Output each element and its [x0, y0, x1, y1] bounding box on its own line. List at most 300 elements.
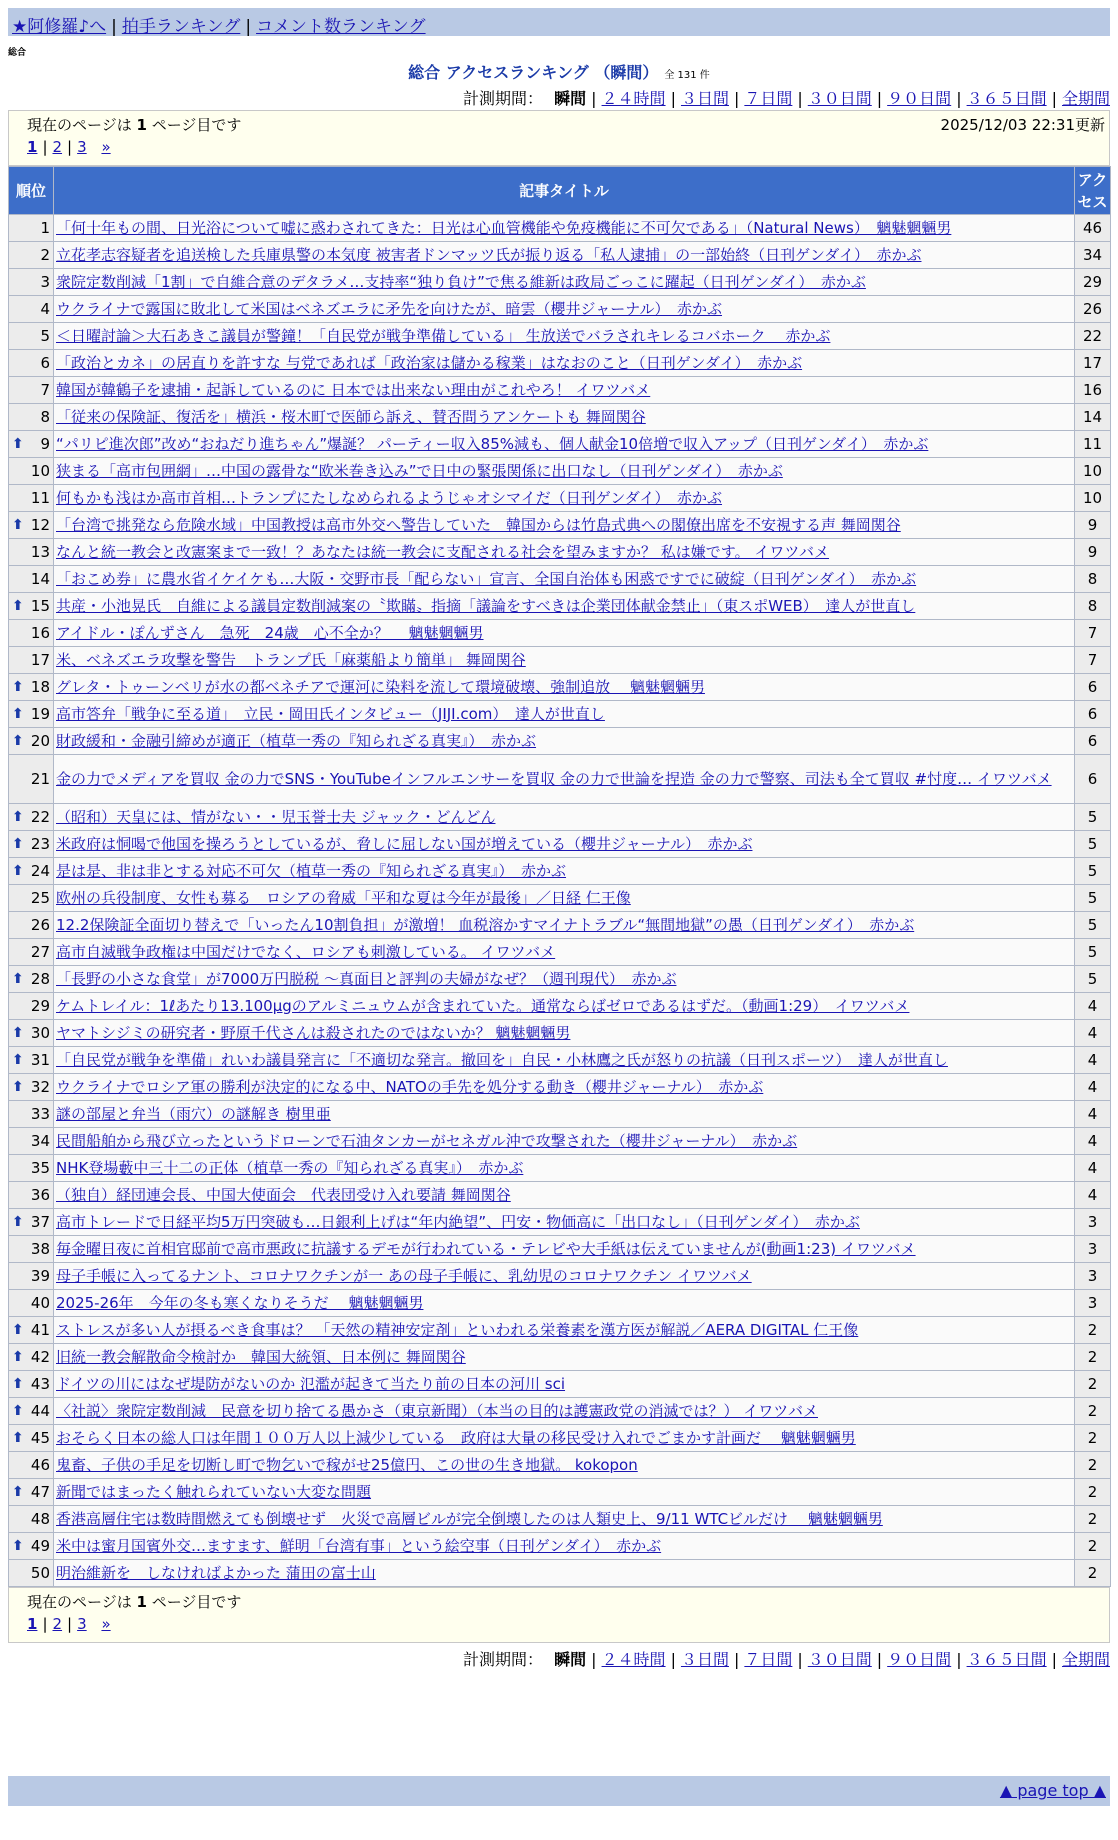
- rank-number: 10: [30, 461, 50, 480]
- rank-cell: [9, 593, 54, 620]
- access-count: 16: [1075, 377, 1111, 404]
- ranking-title-text: 総合 アクセスランキング （瞬間）: [408, 63, 659, 82]
- title-cell: [54, 1209, 1075, 1236]
- access-count: 5: [1075, 804, 1111, 831]
- up-arrow-icon: ⬆: [12, 1078, 24, 1095]
- access-count: 5: [1075, 939, 1111, 966]
- article-link[interactable]: 高市自滅戦争政権は中国だけでなく、ロシアも刺激している。 イワツバメ: [56, 942, 556, 961]
- table-row: [9, 1290, 1111, 1317]
- page-info-top: [8, 110, 1110, 166]
- rank-number: 50: [30, 1563, 50, 1582]
- article-link[interactable]: ストレスが多い人が摂るべき食事は？ 「天然の精神安定剤」といわれる栄養素を漢方医が解説／AERA DIGITAL 仁王像: [56, 1320, 859, 1339]
- rank-number: 45: [30, 1428, 50, 1447]
- rank-cell: [9, 912, 54, 939]
- category-label: 総合: [8, 48, 27, 58]
- table-row: [9, 242, 1111, 269]
- access-count: 8: [1075, 593, 1111, 620]
- access-count: 3: [1075, 1236, 1111, 1263]
- title-cell: [54, 1425, 1075, 1452]
- rank-cell: [9, 1452, 54, 1479]
- article-link[interactable]: ドイツの川にはなぜ堤防がないのか 氾濫が起きて当たり前の日本の河川 sci: [56, 1374, 566, 1393]
- access-count: 22: [1075, 323, 1111, 350]
- article-link[interactable]: 「何十年もの間、日光浴について嘘に惑わされてきた：日光は心血管機能や免疫機能に不可欠である」（Natural News） 魑魅魍魎男: [56, 218, 952, 237]
- access-count: 17: [1075, 350, 1111, 377]
- period-current: 瞬間: [554, 89, 587, 108]
- rank-number: 30: [30, 1023, 50, 1042]
- article-link[interactable]: 狭まる「高市包囲網」…中国の露骨な“欧米巻き込み”で日中の緊張関係に出口なし（日刊ゲンダイ） 赤かぶ: [56, 461, 783, 480]
- up-arrow-icon: ⬆: [12, 1321, 24, 1338]
- access-header: アクセス: [1075, 167, 1111, 215]
- current-page-text: 現在のページは 1 ページ目です: [27, 116, 242, 134]
- access-count: 2: [1075, 1344, 1111, 1371]
- separator: |: [245, 17, 252, 37]
- article-link[interactable]: 立花孝志容疑者を追送検した兵庫県警の本気度 被害者ドンマッツ氏が振り返る「私人逮捕」の一部始終（日刊ゲンダイ） 赤かぶ: [56, 245, 922, 264]
- rank-cell: [9, 566, 54, 593]
- article-link[interactable]: 新聞ではまったく触れられていない大変な問題: [56, 1482, 372, 1501]
- article-link[interactable]: 高市答弁「戦争に至る道」 立民・岡田氏インタビュー（JIJI.com） 達人が世直し: [56, 704, 605, 723]
- rank-cell: [9, 858, 54, 885]
- rank-cell: [9, 323, 54, 350]
- access-count: 4: [1075, 1074, 1111, 1101]
- rank-number: 41: [30, 1320, 50, 1339]
- period-link-all[interactable]: 全期間: [1061, 89, 1110, 108]
- title-cell: [54, 323, 1075, 350]
- up-arrow-icon: ⬆: [12, 435, 24, 452]
- access-count: 9: [1075, 512, 1111, 539]
- up-arrow-icon: ⬆: [12, 1375, 24, 1392]
- access-count: 5: [1075, 858, 1111, 885]
- article-link[interactable]: 米中は蜜月国賓外交…ますます、鮮明「台湾有事」という絵空事（日刊ゲンダイ） 赤かぶ: [56, 1536, 662, 1555]
- rank-number: 15: [30, 596, 50, 615]
- rank-cell: [9, 1344, 54, 1371]
- period-link-3d[interactable]: ３日間: [680, 1650, 729, 1669]
- table-row: [9, 728, 1111, 755]
- article-link[interactable]: 〈社説〉衆院定数削減 民意を切り捨てる愚かさ（東京新聞）（本当の目的は護憲政党の消滅では？） イワツバメ: [56, 1401, 818, 1420]
- title-cell: [54, 1074, 1075, 1101]
- article-link[interactable]: （昭和）天皇には、情がない・・児玉誉士夫 ジャック・どんどん: [56, 807, 496, 826]
- rank-number: 24: [30, 861, 50, 880]
- table-row: [9, 1236, 1111, 1263]
- table-row: [9, 1452, 1111, 1479]
- table-row: [9, 1047, 1111, 1074]
- table-row: [9, 755, 1111, 804]
- up-arrow-icon: ⬆: [12, 1024, 24, 1041]
- table-row: [9, 1101, 1111, 1128]
- rank-number: 11: [30, 488, 50, 507]
- title-cell: [54, 858, 1075, 885]
- access-count: 2: [1075, 1371, 1111, 1398]
- title-cell: [54, 912, 1075, 939]
- article-link[interactable]: “パリピ進次郎”改め“おねだり進ちゃん”爆誕？ パーティー収入85%減も、個人献金10倍増で収入アップ（日刊ゲンダイ） 赤かぶ: [56, 434, 929, 453]
- rank-cell: [9, 1128, 54, 1155]
- period-link-30d[interactable]: ３０日間: [807, 89, 872, 108]
- rank-number: 42: [30, 1347, 50, 1366]
- table-row: [9, 939, 1111, 966]
- table-row: [9, 701, 1111, 728]
- table-row: [9, 377, 1111, 404]
- table-row: [9, 1182, 1111, 1209]
- article-link[interactable]: 旧統一教会解散命令検討か 韓国大統領、日本例に 舞岡関谷: [56, 1347, 466, 1366]
- table-row: [9, 458, 1111, 485]
- rank-cell: [9, 512, 54, 539]
- rank-cell: [9, 966, 54, 993]
- article-link[interactable]: 財政緩和・金融引締めが適正（植草一秀の『知られざる真実』） 赤かぶ: [56, 731, 537, 750]
- up-arrow-icon: ⬆: [12, 808, 24, 825]
- rank-cell: [9, 485, 54, 512]
- applause-ranking-link[interactable]: 拍手ランキング: [121, 17, 241, 37]
- access-count: 8: [1075, 566, 1111, 593]
- rank-cell: [9, 1425, 54, 1452]
- title-cell: [54, 993, 1075, 1020]
- period-link-365d[interactable]: ３６５日間: [966, 89, 1047, 108]
- ranking-count: 全 131 件: [664, 70, 710, 81]
- table-row: [9, 804, 1111, 831]
- rank-number: 48: [30, 1509, 50, 1528]
- up-arrow-icon: ⬆: [12, 597, 24, 614]
- up-arrow-icon: ⬆: [12, 862, 24, 879]
- up-arrow-icon: ⬆: [12, 1348, 24, 1365]
- rank-cell: [9, 1236, 54, 1263]
- table-row: [9, 858, 1111, 885]
- period-link-3d[interactable]: ３日間: [680, 89, 729, 108]
- article-link[interactable]: アイドル・ぽんずさん 急死 24歳 心不全か？ 魑魅魍魎男: [56, 623, 484, 642]
- table-row: [9, 1155, 1111, 1182]
- table-row: [9, 1479, 1111, 1506]
- rank-number: 27: [30, 942, 50, 961]
- article-link[interactable]: 香港高層住宅は数時間燃えても倒壊せず 火災で高層ビルが完全倒壊したのは人類史上、9/11 WTCビルだけ 魑魅魍魎男: [56, 1509, 883, 1528]
- rank-cell: [9, 701, 54, 728]
- rank-cell: [9, 269, 54, 296]
- rank-cell: [9, 755, 54, 804]
- rank-cell: [9, 647, 54, 674]
- article-link[interactable]: ウクライナで露国に敗北して米国はベネズエラに矛先を向けたが、暗雲（櫻井ジャーナル） 赤かぶ: [56, 299, 723, 318]
- rank-cell: [9, 620, 54, 647]
- title-cell: [54, 620, 1075, 647]
- rank-cell: [9, 1047, 54, 1074]
- article-link[interactable]: 欧州の兵役制度、女性も募る ロシアの脅威「平和な夏は今年が最後」／日経 仁王像: [56, 888, 631, 907]
- next-page-link[interactable]: »: [101, 1615, 111, 1633]
- rank-number: 47: [30, 1482, 50, 1501]
- period-link-90d[interactable]: ９０日間: [887, 1650, 952, 1669]
- title-cell: [54, 404, 1075, 431]
- article-link[interactable]: 母子手帳に入ってるナント、コロナワクチンが一 あの母子手帳に、乳幼児のコロナワクチン イワツバメ: [56, 1266, 752, 1285]
- next-page-link[interactable]: »: [101, 138, 111, 156]
- article-link[interactable]: 韓国が韓鶴子を逮捕・起訴しているのに 日本では出来ない理由がこれやろ！ イワツバメ: [56, 380, 651, 399]
- rank-number: 31: [30, 1050, 50, 1069]
- article-link[interactable]: ケムトレイル：1ℓあたり13.100μgのアルミニュウムが含まれていた。通常ならばゼロであるはずだ。（動画1:29） イワツバメ: [56, 996, 910, 1015]
- rank-cell: [9, 728, 54, 755]
- table-row: [9, 485, 1111, 512]
- access-count: 4: [1075, 1047, 1111, 1074]
- title-cell: [54, 755, 1075, 804]
- table-row: [9, 1506, 1111, 1533]
- title-cell: [54, 485, 1075, 512]
- article-link[interactable]: 「従来の保険証、復活を」横浜・桜木町で医師ら訴え、賛否問うアンケートも 舞岡関谷: [56, 407, 646, 426]
- table-row: [9, 674, 1111, 701]
- current-page-text-bottom: 現在のページは 1 ページ目です: [27, 1593, 242, 1611]
- rank-number: 28: [30, 969, 50, 988]
- up-arrow-icon: ⬆: [12, 1537, 24, 1554]
- rank-cell: [9, 1479, 54, 1506]
- table-row: [9, 1533, 1111, 1560]
- rank-cell: [9, 377, 54, 404]
- rank-cell: [9, 1155, 54, 1182]
- rank-number: 7: [40, 380, 50, 399]
- article-link[interactable]: 「自民党が戦争を準備」れいわ議員発言に「不適切な発言。撤回を」自民・小林鷹之氏が怒りの抗議（日刊スポーツ） 達人が世直し: [56, 1050, 948, 1069]
- rank-cell: [9, 215, 54, 242]
- title-cell: [54, 831, 1075, 858]
- title-cell: [54, 431, 1075, 458]
- article-link[interactable]: 「政治とカネ」の居直りを許すな 与党であれば「政治家は儲かる稼業」はなおのこと（日刊ゲンダイ） 赤かぶ: [56, 353, 803, 372]
- article-link[interactable]: ＜日曜討論＞大石あきこ議員が警鐘！「自民党が戦争準備している」 生放送でバラされキレるコバホーク 赤かぶ: [56, 326, 831, 345]
- home-link[interactable]: ★阿修羅♪へ: [12, 17, 107, 37]
- access-count: 26: [1075, 296, 1111, 323]
- rank-cell: [9, 1533, 54, 1560]
- page-top-link[interactable]: ▲ page top ▲: [999, 1781, 1106, 1800]
- rank-number: 12: [30, 515, 50, 534]
- title-cell: [54, 1398, 1075, 1425]
- article-link[interactable]: 米、ベネズエラ攻撃を警告 トランプ氏「麻薬船より簡単」 舞岡関谷: [56, 650, 526, 669]
- table-row: [9, 1263, 1111, 1290]
- article-link[interactable]: 何もかも浅はか高市首相…トランプにたしなめられるようじゃオシマイだ（日刊ゲンダイ） 赤かぶ: [56, 488, 723, 507]
- access-count: 7: [1075, 647, 1111, 674]
- access-count: 5: [1075, 966, 1111, 993]
- article-link[interactable]: 是は是、非は非とする対応不可欠（植草一秀の『知られざる真実』） 赤かぶ: [56, 861, 567, 880]
- article-link[interactable]: 共産・小池晃氏 自維による議員定数削減案の〝欺瞞〟指摘「議論をすべきは企業団体献金禁止」（東スポWEB） 達人が世直し: [56, 596, 916, 615]
- article-link[interactable]: おそらく日本の総人口は年間１００万人以上減少している 政府は大量の移民受け入れでごまかす計画だ 魑魅魍魎男: [56, 1428, 856, 1447]
- table-row: [9, 1371, 1111, 1398]
- separator: |: [111, 17, 117, 37]
- article-link[interactable]: 12.2保険証全面切り替えで「いったん10割負担」が激増！ 血税溶かすマイナトラブル“無間地獄”の愚（日刊ゲンダイ） 赤かぶ: [56, 915, 915, 934]
- title-cell: [54, 539, 1075, 566]
- rank-number: 2: [40, 245, 50, 264]
- rank-cell: [9, 1317, 54, 1344]
- period-label: 計測期間：: [463, 1650, 544, 1669]
- table-row: [9, 269, 1111, 296]
- table-row: [9, 323, 1111, 350]
- article-link[interactable]: 高市トレードで日経平均5万円突破も…日銀利上げは“年内絶望”、円安・物価高に「出口なし」（日刊ゲンダイ） 赤かぶ: [56, 1212, 860, 1231]
- updated-timestamp: 2025/12/03 22:31更新: [940, 116, 1105, 134]
- rank-number: 38: [30, 1239, 50, 1258]
- up-arrow-icon: ⬆: [12, 835, 24, 852]
- rank-cell: [9, 831, 54, 858]
- table-row: [9, 1560, 1111, 1587]
- title-cell: [54, 1317, 1075, 1344]
- title-header: 記事タイトル: [54, 167, 1075, 215]
- period-link-all[interactable]: 全期間: [1061, 1650, 1110, 1669]
- rank-number: 1: [40, 218, 50, 237]
- rank-cell: [9, 674, 54, 701]
- access-count: 2: [1075, 1398, 1111, 1425]
- access-count: 6: [1075, 701, 1111, 728]
- rank-cell: [9, 242, 54, 269]
- rank-number: 22: [30, 807, 50, 826]
- period-label: 計測期間：: [463, 89, 544, 108]
- table-header-row: [9, 167, 1111, 215]
- article-link[interactable]: 謎の部屋と弁当（雨穴）の謎解き 樹里亜: [56, 1104, 331, 1123]
- title-cell: [54, 701, 1075, 728]
- title-cell: [54, 215, 1075, 242]
- table-row: [9, 993, 1111, 1020]
- table-row: [9, 1209, 1111, 1236]
- article-link[interactable]: 「長野の小さな食堂」が7000万円脱税 ～真面目と評判の夫婦がなぜ？（週刊現代） 赤かぶ: [56, 969, 677, 988]
- title-cell: [54, 1128, 1075, 1155]
- rank-cell: [9, 1074, 54, 1101]
- title-cell: [54, 804, 1075, 831]
- access-count: 34: [1075, 242, 1111, 269]
- rank-cell: [9, 1398, 54, 1425]
- page-link-2[interactable]: 2: [52, 138, 63, 156]
- title-cell: [54, 458, 1075, 485]
- article-link[interactable]: 明治維新を しなければよかった 蒲田の富士山: [56, 1563, 376, 1582]
- title-cell: [54, 1371, 1075, 1398]
- article-link[interactable]: 米政府は恫喝で他国を操ろうとしているが、脅しに屈しない国が増えている（櫻井ジャーナル） 赤かぶ: [56, 834, 753, 853]
- access-count: 5: [1075, 885, 1111, 912]
- article-link[interactable]: 2025-26年 今年の冬も寒くなりそうだ 魑魅魍魎男: [56, 1293, 424, 1312]
- article-link[interactable]: 毎金曜日夜に首相官邸前で高市悪政に抗議するデモが行われている・テレビや大手紙は伝えていませんが(動画1:23) イワツバメ: [56, 1239, 916, 1258]
- access-count: 4: [1075, 1155, 1111, 1182]
- rank-number: 5: [40, 326, 50, 345]
- rank-number: 39: [30, 1266, 50, 1285]
- page-link-3[interactable]: 3: [77, 138, 87, 156]
- up-arrow-icon: ⬆: [12, 678, 24, 695]
- access-count: 7: [1075, 620, 1111, 647]
- access-count: 6: [1075, 728, 1111, 755]
- title-cell: [54, 377, 1075, 404]
- up-arrow-icon: ⬆: [12, 1483, 24, 1500]
- article-link[interactable]: ヤマトシジミの研究者・野原千代さんは殺されたのではないか？ 魑魅魍魎男: [56, 1023, 571, 1042]
- access-count: 2: [1075, 1479, 1111, 1506]
- table-row: [9, 1074, 1111, 1101]
- title-cell: [54, 885, 1075, 912]
- rank-number: 8: [40, 407, 50, 426]
- title-cell: [54, 296, 1075, 323]
- article-link[interactable]: 金の力でメディアを買収 金の力でSNS・YouTubeインフルエンサーを買収 金の力で世論を捏造 金の力で警察、司法も全て買収 #忖度… イワツバメ: [56, 769, 1052, 788]
- rank-number: 35: [30, 1158, 50, 1177]
- period-link-365d[interactable]: ３６５日間: [966, 1650, 1047, 1669]
- period-selector-top: 計測期間： 瞬間 | ２４時間 | ３日間 | ７日間 | ３０日間 | ９０日間 | ３６５日間 | 全期間: [463, 89, 1110, 108]
- rank-number: 33: [30, 1104, 50, 1123]
- table-row: [9, 404, 1111, 431]
- up-arrow-icon: ⬆: [12, 1051, 24, 1068]
- title-cell: [54, 1155, 1075, 1182]
- up-arrow-icon: ⬆: [12, 705, 24, 722]
- page-link-1[interactable]: 1: [27, 1615, 38, 1633]
- rank-number: 19: [30, 704, 50, 723]
- article-link[interactable]: 「台湾で挑発なら危険水域」中国教授は高市外交へ警告していた 韓国からは竹島式典への閣僚出席を不安視する声 舞岡関谷: [56, 515, 901, 534]
- rank-number: 13: [30, 542, 50, 561]
- page-link-1[interactable]: 1: [27, 138, 38, 156]
- page-link-3[interactable]: 3: [77, 1615, 87, 1633]
- up-arrow-icon: ⬆: [12, 970, 24, 987]
- access-count: 6: [1075, 674, 1111, 701]
- rank-number: 9: [40, 434, 50, 453]
- access-count: 11: [1075, 431, 1111, 458]
- access-count: 5: [1075, 831, 1111, 858]
- period-link-24h[interactable]: ２４時間: [601, 89, 666, 108]
- article-link[interactable]: グレタ・トゥーンベリが水の都ベネチアで運河に染料を流して環境破壊、強制追放 魑魅魍魎男: [56, 677, 705, 696]
- article-link[interactable]: 鬼畜、子供の手足を切断し町で物乞いで稼がせ25億円、この世の生き地獄。 kokopon: [56, 1455, 638, 1474]
- access-count: 4: [1075, 1101, 1111, 1128]
- access-count: 3: [1075, 1209, 1111, 1236]
- article-link[interactable]: なんと統一教会と改憲案まで一致！？あなたは統一教会に支配される社会を望みますか？ 私は嫌です。 イワツバメ: [56, 542, 830, 561]
- table-row: [9, 215, 1111, 242]
- title-cell: [54, 566, 1075, 593]
- bottom-bar: [8, 1776, 1110, 1806]
- rank-number: 16: [30, 623, 50, 642]
- up-arrow-icon: ⬆: [12, 516, 24, 533]
- rank-cell: [9, 1101, 54, 1128]
- access-count: 10: [1075, 458, 1111, 485]
- table-row: [9, 1398, 1111, 1425]
- up-arrow-icon: ⬆: [12, 1213, 24, 1230]
- article-link[interactable]: ウクライナでロシア軍の勝利が決定的になる中、NATOの手先を処分する動き（櫻井ジャーナル） 赤かぶ: [56, 1077, 764, 1096]
- period-link-30d[interactable]: ３０日間: [807, 1650, 872, 1669]
- table-row: [9, 912, 1111, 939]
- table-row: [9, 831, 1111, 858]
- rank-cell: [9, 1560, 54, 1587]
- rank-cell: [9, 350, 54, 377]
- rank-number: 49: [30, 1536, 50, 1555]
- article-link[interactable]: （独自）経団連会長、中国大使面会 代表団受け入れ要請 舞岡関谷: [56, 1185, 511, 1204]
- title-cell: [54, 512, 1075, 539]
- rank-cell: [9, 885, 54, 912]
- access-count: 14: [1075, 404, 1111, 431]
- rank-cell: [9, 1290, 54, 1317]
- table-row: [9, 620, 1111, 647]
- rank-number: 20: [30, 731, 50, 750]
- table-row: [9, 350, 1111, 377]
- article-link[interactable]: 衆院定数削減「1割」で自維合意のデタラメ…支持率“独り負け”で焦る維新は政局ごっこに躍起（日刊ゲンダイ） 赤かぶ: [56, 272, 866, 291]
- rank-number: 3: [40, 272, 50, 291]
- page-link-2[interactable]: 2: [52, 1615, 63, 1633]
- rank-number: 37: [30, 1212, 50, 1231]
- rank-number: 23: [30, 834, 50, 853]
- rank-number: 32: [30, 1077, 50, 1096]
- comment-ranking-link[interactable]: コメント数ランキング: [256, 17, 426, 37]
- title-cell: [54, 242, 1075, 269]
- period-link-7d[interactable]: ７日間: [744, 89, 793, 108]
- title-cell: [54, 1479, 1075, 1506]
- access-count: 5: [1075, 912, 1111, 939]
- period-link-24h[interactable]: ２４時間: [601, 1650, 666, 1669]
- article-link[interactable]: 「おこめ券」に農水省イケイケも…大阪・交野市長「配らない」宣言、全国自治体も困惑ですでに破綻（日刊ゲンダイ） 赤かぶ: [56, 569, 917, 588]
- rank-number: 6: [40, 353, 50, 372]
- rank-cell: [9, 539, 54, 566]
- table-row: [9, 1344, 1111, 1371]
- rank-number: 26: [30, 915, 50, 934]
- rank-cell: [9, 1020, 54, 1047]
- table-row: [9, 1317, 1111, 1344]
- rank-number: 34: [30, 1131, 50, 1150]
- title-cell: [54, 1101, 1075, 1128]
- title-cell: [54, 269, 1075, 296]
- rank-cell: [9, 1263, 54, 1290]
- access-count: 4: [1075, 1020, 1111, 1047]
- rank-number: 14: [30, 569, 50, 588]
- period-link-7d[interactable]: ７日間: [744, 1650, 793, 1669]
- access-count: 2: [1075, 1506, 1111, 1533]
- title-cell: [54, 1236, 1075, 1263]
- access-count: 10: [1075, 485, 1111, 512]
- table-row: [9, 296, 1111, 323]
- rank-cell: [9, 458, 54, 485]
- access-count: 3: [1075, 1263, 1111, 1290]
- access-count: 4: [1075, 1128, 1111, 1155]
- article-link[interactable]: NHK登場藪中三十二の正体（植草一秀の『知られざる真実』） 赤かぶ: [56, 1158, 524, 1177]
- period-link-90d[interactable]: ９０日間: [887, 89, 952, 108]
- article-link[interactable]: 民間船舶から飛び立ったというドローンで石油タンカーがセネガル沖で攻撃された（櫻井ジャーナル） 赤かぶ: [56, 1131, 798, 1150]
